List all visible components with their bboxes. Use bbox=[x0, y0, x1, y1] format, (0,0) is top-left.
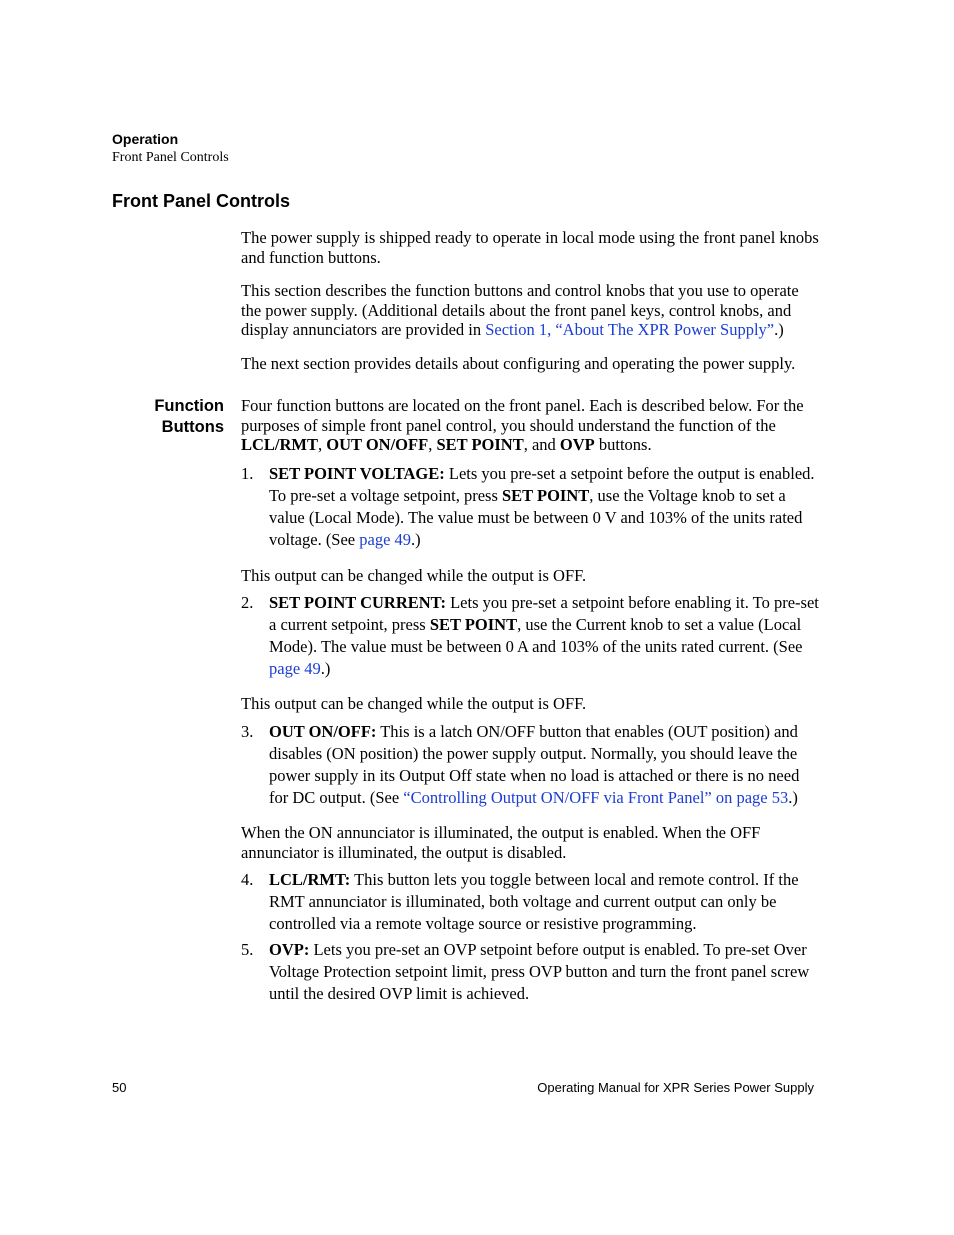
fb-ovp: OVP bbox=[559, 435, 595, 454]
item-text: .) bbox=[788, 788, 798, 807]
intro-paragraph-1: The power supply is shipped ready to operate in local mode using the front panel knobs and function buttons. bbox=[241, 228, 819, 267]
list-item-body bbox=[269, 869, 819, 935]
list-number: 5. bbox=[241, 940, 254, 959]
list-number: 2. bbox=[241, 593, 254, 612]
item-bold: SET POINT bbox=[502, 486, 590, 505]
side-heading-line-1: Function bbox=[154, 397, 224, 415]
page-heading: Front Panel Controls bbox=[112, 191, 291, 211]
list-item-body bbox=[269, 592, 819, 680]
fb-end: buttons. bbox=[594, 435, 652, 454]
running-header-subsection: Front Panel Controls bbox=[112, 150, 229, 165]
fb-intro-text: Four function buttons are located on the front panel. Each is described below. For the purposes of simple front panel control, you should understand the function of the bbox=[241, 396, 804, 435]
intro-paragraph-2-text: This section describes the function buttons and control knobs that you use to operate the power supply. (Additional details about the front panel keys, control knobs, and display annunciators are provided in bbox=[241, 281, 799, 339]
item-label: SET POINT VOLTAGE: bbox=[269, 464, 445, 483]
item-text: .) bbox=[320, 659, 331, 678]
item-text: , use the Current knob to set a value (Local Mode). The value must be between 0 A and 103% of the units rated current. (See bbox=[269, 615, 803, 656]
item-label: OVP: bbox=[269, 940, 310, 959]
function-buttons-intro bbox=[241, 396, 819, 455]
fb-set-point: SET POINT bbox=[436, 435, 524, 454]
footer-title: Operating Manual for XPR Series Power Supply bbox=[537, 1080, 814, 1095]
item-label: OUT ON/OFF: bbox=[269, 722, 377, 741]
item-text: This is a latch ON/OFF button that enables (OUT position) and disables (ON position) the power supply output. Normally, you should leave the power supply in its Output Off state when no load is attached or there is no need for DC output. (See bbox=[269, 722, 800, 807]
fb-lcl-rmt: LCL/RMT bbox=[241, 435, 319, 454]
section-1-link[interactable]: Section 1, “About The XPR Power Supply” bbox=[485, 320, 775, 339]
side-heading-line-2: Buttons bbox=[161, 418, 224, 436]
item-text: Lets you pre-set an OVP setpoint before output is enabled. To pre-set Over Voltage Protection setpoint limit, press OVP button and turn the front panel screw until the desired OVP limit is achieved. bbox=[269, 940, 810, 1003]
item-text: .) bbox=[411, 530, 421, 549]
running-header-section: Operation bbox=[112, 131, 179, 147]
note-after-item-1: This output can be changed while the output is OFF. bbox=[241, 566, 587, 585]
item-label: LCL/RMT: bbox=[269, 870, 351, 889]
item-text: Lets you pre-set a setpoint before enabling it. To pre-set a current setpoint, press bbox=[269, 593, 819, 634]
list-number: 3. bbox=[241, 722, 254, 741]
item-label: SET POINT CURRENT: bbox=[269, 593, 446, 612]
page-49-link[interactable]: page 49 bbox=[359, 530, 412, 549]
list-number: 1. bbox=[241, 464, 254, 483]
item-text: Lets you pre-set a setpoint before the output is enabled. To pre-set a voltage setpoint, press bbox=[269, 464, 815, 505]
fb-out-on-off: OUT ON/OFF bbox=[326, 435, 429, 454]
intro-paragraph-3: The next section provides details about configuring and operating the power supply. bbox=[241, 354, 796, 373]
list-item-body bbox=[269, 939, 819, 1005]
page-number: 50 bbox=[112, 1080, 127, 1095]
intro-paragraph-2 bbox=[241, 281, 819, 340]
fb-sep-2: , bbox=[428, 435, 437, 454]
list-item-body bbox=[269, 721, 819, 809]
fb-sep-3: , and bbox=[523, 435, 560, 454]
controlling-output-link[interactable]: “Controlling Output ON/OFF via Front Panel” on page 53 bbox=[403, 788, 789, 807]
item-bold: SET POINT bbox=[429, 615, 518, 634]
list-item-body bbox=[269, 463, 819, 551]
list-number: 4. bbox=[241, 870, 254, 889]
note-after-item-2: This output can be changed while the output is OFF. bbox=[241, 694, 587, 713]
page-49-link[interactable]: page 49 bbox=[269, 659, 321, 678]
fb-sep-1: , bbox=[318, 435, 327, 454]
note-after-item-3: When the ON annunciator is illuminated, the output is enabled. When the OFF annunciator is illuminated, the output is disabled. bbox=[241, 823, 761, 862]
item-text: , use the Voltage knob to set a value (Local Mode). The value must be between 0 V and 103% of the units rated voltage. (See bbox=[269, 486, 803, 549]
item-text: This button lets you toggle between local and remote control. If the RMT annunciator is illuminated, both voltage and current output can only be controlled via a remote voltage source or resistive programming. bbox=[269, 870, 799, 933]
intro-paragraph-2-end: .) bbox=[774, 320, 784, 339]
function-buttons-side-heading bbox=[154, 396, 224, 438]
